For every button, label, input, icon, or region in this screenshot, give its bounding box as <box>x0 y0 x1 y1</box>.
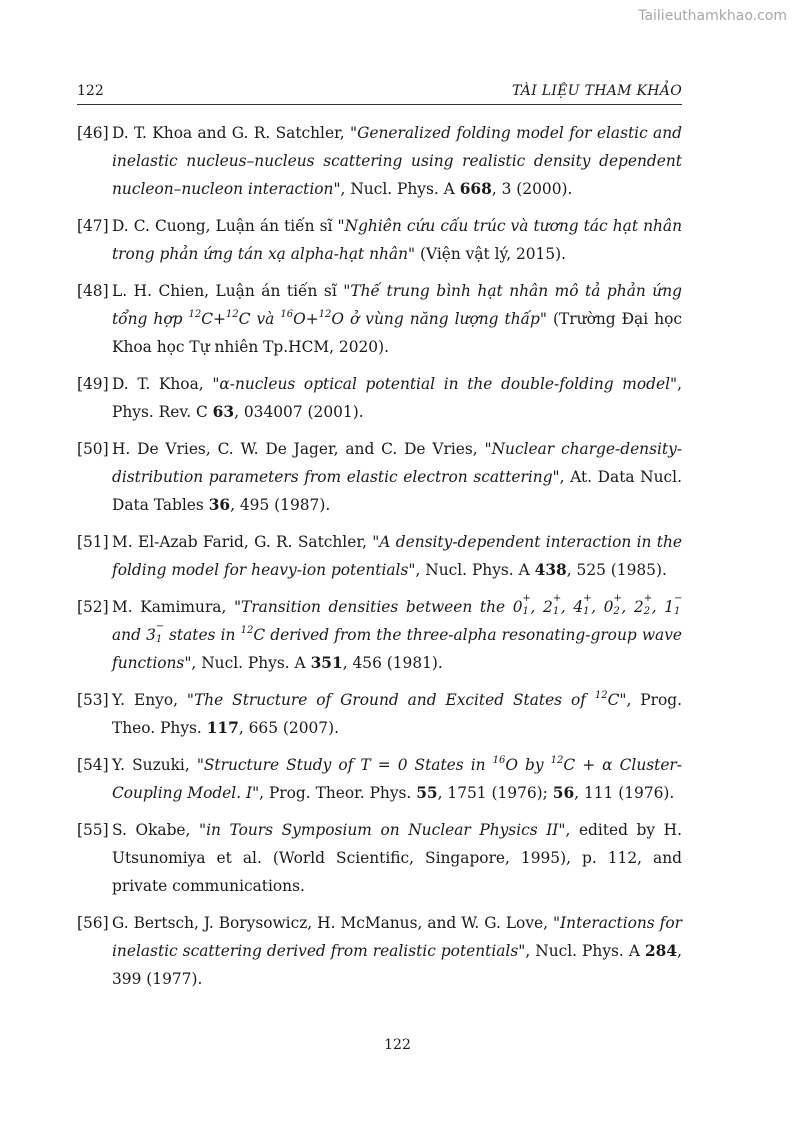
state-4-1: 4 + 1 <box>573 593 592 617</box>
ref-pages: " (Trường Đại học Khoa học Tự nhiên Tp.HCM, 2020). <box>112 310 682 356</box>
reference-54 <box>77 751 682 807</box>
ref-authors: S. Okabe, <box>112 821 200 839</box>
ref-authors: M. El-Azab Farid, G. R. Satchler, <box>112 533 373 551</box>
reference-list <box>77 119 682 1002</box>
ref-journal: , Prog. Theor. Phys. <box>259 784 417 802</box>
reference-number: [54] <box>77 756 109 774</box>
ref-authors: H. De Vries, C. W. De Jager, and C. De Vries, <box>112 440 485 458</box>
reference-51 <box>77 528 682 584</box>
ref-title: "Interactions for inelastic scattering derived from realistic potentials" <box>112 914 682 960</box>
reference-number: [56] <box>77 914 109 932</box>
ref-volume: 351 <box>310 654 343 672</box>
ref-volume: 284 <box>644 942 678 960</box>
state-0-2: 0 + 2 <box>603 593 622 617</box>
ref-volume: 63 <box>212 403 235 421</box>
ref-title: Nghiên cứu cấu trúc và tương tác hạt nhân trong phản ứng tán xạ alpha-hạt nhân <box>112 217 682 263</box>
reference-number: [52] <box>77 598 109 616</box>
reference-number: [49] <box>77 375 109 393</box>
ref-journal: , At. Data Nucl. Data Tables <box>112 468 682 514</box>
watermark: Tailieuthamkhao.com <box>638 8 787 24</box>
header-page-number: 122 <box>77 83 104 99</box>
reference-number: [48] <box>77 282 109 300</box>
ref-pages: " (Viện vật lý, 2015). <box>408 245 567 263</box>
running-header <box>77 83 682 103</box>
reference-number: [53] <box>77 691 109 709</box>
header-title: TÀI LIỆU THAM KHẢO <box>511 83 682 99</box>
ref-volume-2: 56 <box>552 784 575 802</box>
ref-authors: L. H. Chien, Luận án tiến sĩ " <box>112 282 351 300</box>
ref-pages: , 456 (1981). <box>342 654 443 672</box>
reference-46 <box>77 119 682 203</box>
ref-authors: D. T. Khoa, <box>112 375 213 393</box>
ref-pages: , 495 (1987). <box>230 496 331 514</box>
reference-47 <box>77 212 682 268</box>
reference-number: [50] <box>77 440 109 458</box>
reference-number: [46] <box>77 124 109 142</box>
reference-48 <box>77 277 682 361</box>
state-2-1: 2 + 1 <box>543 593 562 617</box>
reference-number: [47] <box>77 217 109 235</box>
ref-title: "Structure Study of T = 0 States in $^{16}$O by $^{12}$C + α Cluster-Coupling Model. I" <box>112 755 682 802</box>
ref-pages: , 1751 (1976); <box>437 784 553 802</box>
ref-authors: Y. Enyo, <box>112 691 187 709</box>
ref-title: "in Tours Symposium on Nuclear Physics II" <box>199 821 566 839</box>
ref-pages: , 3 (2000). <box>491 180 573 198</box>
ref-title: "The Structure of Ground and Excited States of $^{12}$C" <box>186 690 627 709</box>
ref-authors: G. Bertsch, J. Borysowicz, H. McManus, and W. G. Love, <box>112 914 553 932</box>
reference-number: [55] <box>77 821 109 839</box>
ref-title: "A density-dependent interaction in the folding model for heavy-ion potentials" <box>112 533 682 579</box>
ref-authors: M. Kamimura, <box>112 598 234 616</box>
ref-volume: 117 <box>206 719 239 737</box>
reference-53 <box>77 686 682 742</box>
ref-pages: , 399 (1977). <box>112 942 682 988</box>
ref-volume: 36 <box>208 496 231 514</box>
ref-journal: , Nucl. Phys. A <box>340 180 460 198</box>
state-2-2: 2 + 2 <box>633 593 653 617</box>
ref-pages-2: , 111 (1976). <box>574 784 675 802</box>
ref-journal: , Nucl. Phys. A <box>525 942 645 960</box>
ref-volume: 668 <box>459 180 492 198</box>
ref-title: "Generalized folding model for elastic and inelastic nucleus–nucleus scattering using realistic density dependent nucleon–nucleon interaction" <box>112 124 682 198</box>
ref-volume: 438 <box>534 561 567 579</box>
ref-journal: , Prog. Theo. Phys. <box>112 691 682 737</box>
ref-pages: , 665 (2007). <box>238 719 339 737</box>
footer-page-number: 122 <box>384 1037 411 1053</box>
state-list: 0 + 1 , 2 + 1 , 4 + 1 , 0 + 2 , 2 + 2 , 1 − 1 <box>512 593 683 617</box>
ref-journal: , Phys. Rev. C <box>112 375 683 421</box>
ref-pages: , 525 (1985). <box>566 561 667 579</box>
ref-journal: , Nucl. Phys. A <box>191 654 311 672</box>
ref-title: Thế trung bình hạt nhân mô tả phản ứng tổng hợp $^{12}$C+$^{12}$C và $^{16}$O+$^{12}$O ở vùng năng lượng thấp <box>112 282 682 328</box>
ref-pages: , edited by H. Utsunomiya et al. (World Scientific, Singapore, 1995), p. 112, and private communications. <box>112 821 682 895</box>
ref-volume: 55 <box>416 784 438 802</box>
reference-number: [51] <box>77 533 109 551</box>
ref-journal: , Nucl. Phys. A <box>415 561 535 579</box>
ref-title: "α-nucleus optical potential in the double-folding model" <box>212 375 678 393</box>
ref-authors: D. T. Khoa and G. R. Satchler, <box>112 124 351 142</box>
header-rule <box>77 104 682 105</box>
state-0-1: 0 + 1 <box>512 593 531 617</box>
ref-pages: , 034007 (2001). <box>234 403 364 421</box>
ref-authors: Y. Suzuki, <box>112 756 197 774</box>
state-1-1: 1 − 1 <box>664 593 683 617</box>
ref-title: "Nuclear charge-density-distribution parameters from elastic electron scattering" <box>112 440 682 486</box>
state-3-1: 3 − 1 <box>146 621 165 645</box>
reference-55 <box>77 816 682 900</box>
reference-56 <box>77 909 682 993</box>
reference-49 <box>77 370 682 426</box>
ref-title: "Transition densities between the 0 + 1 , 2 + 1 , 4 + 1 , 0 + 2 , 2 + 2 , 1 − 1 and 3 − 1 states in $^{12}$C derived from the three-alpha resonating-group wave functions" <box>112 593 683 672</box>
ref-authors: D. C. Cuong, Luận án tiến sĩ " <box>112 217 345 235</box>
reference-52 <box>77 593 682 677</box>
reference-50 <box>77 435 682 519</box>
